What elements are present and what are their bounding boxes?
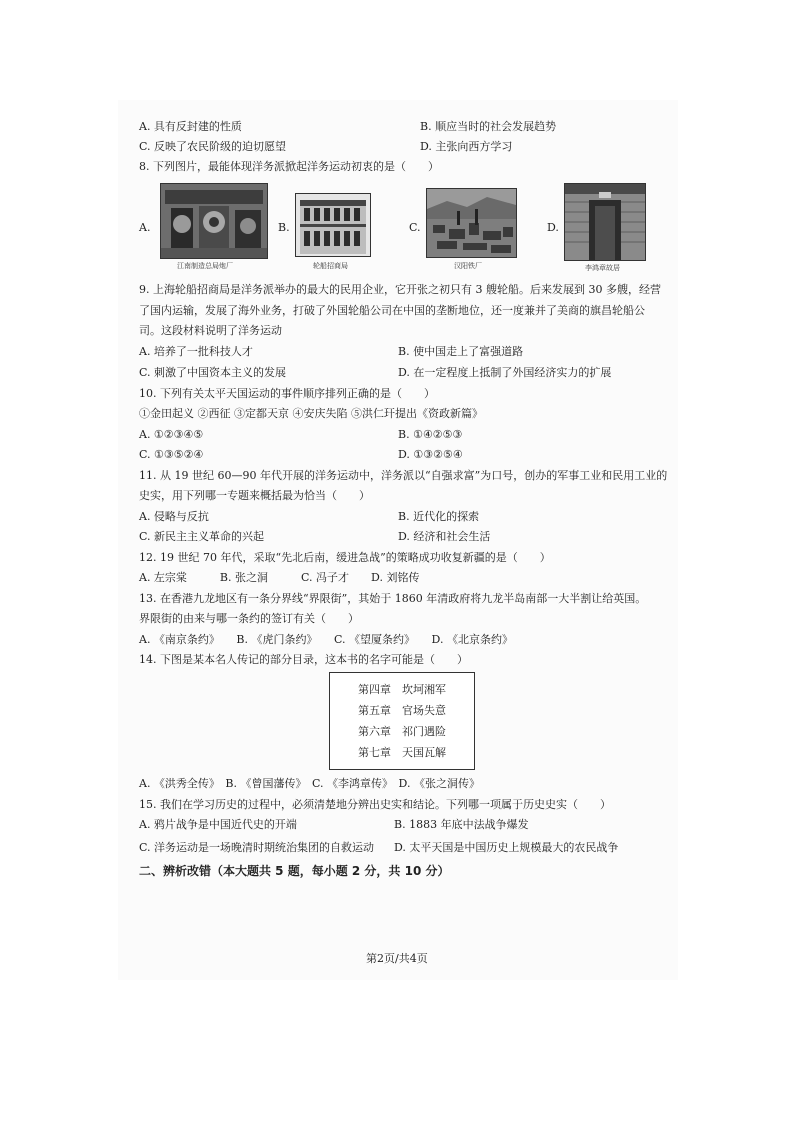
- q9-stem-line3: 司。这段材料说明了洋务运动: [139, 324, 282, 337]
- caption-c: 汉阳铁厂: [454, 262, 482, 270]
- caption-b: 轮船招商局: [313, 262, 348, 270]
- q7-option-b: B. 顺应当时的社会发展趋势: [420, 120, 557, 133]
- q11-option-d: D. 经济和社会生活: [398, 530, 491, 543]
- q15-option-a: A. 鸦片战争是中国近代史的开端: [139, 818, 297, 831]
- q9-stem-line2: 了国内运输，发展了海外业务，打破了外国轮船公司在中国的垄断地位，还一度兼并了美商的旗昌轮船公: [139, 304, 645, 317]
- q13-options: A. 《南京条约》 B. 《虎门条约》 C. 《望厦条约》 D. 《北京条约》: [139, 633, 513, 646]
- q8-stem: 8. 下列图片，最能体现洋务派掀起洋务运动初衷的是（ ）: [139, 160, 439, 173]
- page-number: 第2页/共4页: [366, 952, 428, 965]
- q13-stem-line2: 界限街的由来与哪一条约的签订有关（ ）: [139, 612, 359, 625]
- toc-chapter-4: 第四章 坎坷湘军: [358, 683, 446, 696]
- q12-options: A. 左宗棠 B. 张之洞 C. 冯子才 D. 刘铭传: [139, 571, 420, 584]
- q9-option-c: C. 刺激了中国资本主义的发展: [139, 366, 287, 379]
- q10-option-d: D. ①③②⑤④: [398, 448, 463, 461]
- q8-label-c: C.: [409, 221, 421, 234]
- q7-option-d: D. 主张向西方学习: [420, 140, 513, 153]
- toc-chapter-6: 第六章 祁门遇险: [358, 725, 446, 738]
- q15-option-b: B. 1883 年底中法战争爆发: [394, 818, 529, 831]
- q11-option-b: B. 近代化的探索: [398, 510, 480, 523]
- q10-option-a: A. ①②③④⑤: [139, 428, 204, 441]
- q14-options: A. 《洪秀全传》 B. 《曾国藩传》 C. 《李鸿章传》 D. 《张之洞传》: [139, 777, 480, 790]
- q15-option-d: D. 太平天国是中国历史上规模最大的农民战争: [394, 841, 619, 854]
- q9-stem-line1: 9. 上海轮船招商局是洋务派举办的最大的民用企业，它开张之初只有 3 艘轮船。后来发展到 30 多艘，经营: [139, 283, 661, 296]
- q7-option-c: C. 反映了农民阶级的迫切愿望: [139, 140, 287, 153]
- section-2-heading: 二、辨析改错（本大题共 5 题，每小题 2 分，共 10 分）: [139, 864, 450, 878]
- q8-label-a: A.: [139, 221, 151, 234]
- q10-option-b: B. ①④②⑤③: [398, 428, 463, 441]
- photo-steamship-company: [295, 193, 371, 257]
- q12-stem: 12. 19 世纪 70 年代，采取“先北后南，缓进急战”的策略成功收复新疆的是（ ）: [139, 551, 551, 564]
- q8-label-d: D.: [547, 221, 559, 234]
- q11-option-c: C. 新民主主义革命的兴起: [139, 530, 265, 543]
- q11-stem-line1: 11. 从 19 世纪 60—90 年代开展的洋务运动中，洋务派以“自强求富”为口号，创办的军事工业和民用工业的: [139, 469, 668, 482]
- q15-stem: 15. 我们在学习历史的过程中，必须清楚地分辨出史实和结论。下列哪一项属于历史史实（ ）: [139, 798, 611, 811]
- photo-jiangnan-arsenal: [160, 183, 268, 259]
- q9-option-d: D. 在一定程度上抵制了外国经济实力的扩展: [398, 366, 612, 379]
- toc-chapter-5: 第五章 官场失意: [358, 704, 446, 717]
- q7-option-a: A. 具有反封建的性质: [139, 120, 242, 133]
- q10-stem: 10. 下列有关太平天国运动的事件顺序排列正确的是（ ）: [139, 387, 435, 400]
- q8-label-b: B.: [278, 221, 290, 234]
- caption-a: 江南制造总局炮厂: [177, 262, 233, 270]
- q11-option-a: A. 侵略与反抗: [139, 510, 209, 523]
- photo-li-hongzhang-residence: [564, 183, 646, 261]
- q14-stem: 14. 下图是某本名人传记的部分目录，这本书的名字可能是（ ）: [139, 653, 468, 666]
- q15-option-c: C. 洋务运动是一场晚清时期统治集团的自救运动: [139, 841, 375, 854]
- caption-d: 李鸿章故居: [585, 264, 620, 272]
- q9-option-b: B. 使中国走上了富强道路: [398, 345, 524, 358]
- q14-table-of-contents: [329, 672, 475, 770]
- q10-option-c: C. ①③⑤②④: [139, 448, 204, 461]
- q13-stem-line1: 13. 在香港九龙地区有一条分界线“界限街”，其始于 1860 年清政府将九龙半岛南部一大半割让给英国。: [139, 592, 647, 605]
- q11-stem-line2: 史实，用下列哪一专题来概括最为恰当（ ）: [139, 489, 370, 502]
- photo-hanyang-ironworks: [426, 188, 517, 258]
- q9-option-a: A. 培养了一批科技人才: [139, 345, 253, 358]
- toc-chapter-7: 第七章 天国瓦解: [358, 746, 446, 759]
- q10-events: ①金田起义 ②西征 ③定都天京 ④安庆失陷 ⑤洪仁玕提出《资政新篇》: [139, 407, 483, 420]
